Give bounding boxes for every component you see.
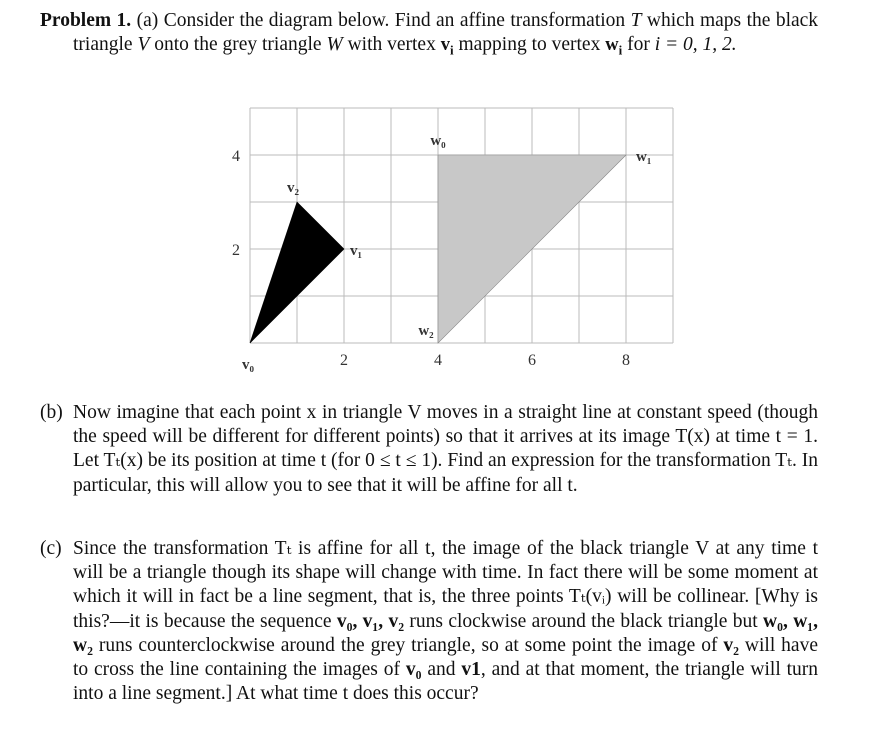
v0-ref: v₀ bbox=[405, 659, 422, 681]
grey-vertex-label: w₂ bbox=[418, 323, 434, 339]
part-c-text-1: Since the transformation Tₜ is affine for all t, the image of the black triangle V at any time t will be a triangle though its shape will change with time. In fact there will be some moment at which it will in fact be a line segment, that is, the three points Tₜ(vᵢ) will be collinear. [Why is this?—it is because the sequence bbox=[73, 538, 818, 632]
part-c-label: (c) bbox=[40, 538, 62, 559]
problem-part-a bbox=[40, 9, 818, 57]
part-b-label: (b) bbox=[40, 402, 63, 423]
part-b-text: Now imagine that each point x in triangle V moves in a straight line at constant speed (though the speed will be different for different points) so that it arrives at its image T(x) at time t = 1. Let Tₜ(x) be its position at time t (for 0 ≤ t ≤ 1). Find an expression for the transformation Tₜ. In particular, this will allow you to see that it will be affine for all t. bbox=[73, 402, 818, 496]
part-a-text-1: Consider the diagram below. Find an affine transformation bbox=[163, 10, 626, 31]
black-vertex-label: v₀ bbox=[242, 357, 254, 373]
part-c-text-5: and bbox=[421, 659, 462, 681]
grey-vertex-label: w₁ bbox=[636, 149, 652, 165]
v-sequence: v₀, v₁, v₂ bbox=[336, 610, 405, 632]
symbol-v-i: $v_i$ bbox=[440, 34, 454, 58]
y-tick-label: 2 bbox=[232, 242, 240, 259]
part-c-text-3: runs counterclockwise around the grey triangle, so at some point the image of bbox=[92, 634, 724, 656]
index-range: i = 0, 1, 2. bbox=[654, 34, 737, 56]
w-sequence: w₀, w₁, w₂ bbox=[73, 610, 818, 656]
part-c-text-2: runs clockwise around the black triangle but bbox=[404, 610, 764, 632]
triangle-diagram bbox=[218, 100, 652, 380]
part-a-text-3: onto the grey triangle bbox=[154, 34, 322, 56]
x-tick-label: 4 bbox=[434, 352, 442, 369]
problem-part-c bbox=[73, 537, 818, 706]
problem-heading: Problem 1. bbox=[40, 10, 132, 31]
v2-ref: v₂ bbox=[723, 634, 739, 656]
part-a-label: (a) bbox=[136, 10, 159, 31]
part-a-text-5: mapping to vertex bbox=[458, 34, 601, 56]
v1-ref: v1 bbox=[461, 659, 481, 681]
x-tick-label: 2 bbox=[340, 352, 348, 369]
x-tick-label: 6 bbox=[528, 352, 536, 369]
symbol-W: W bbox=[326, 34, 343, 56]
part-c-text-4: will have to cross the line containing the images of bbox=[73, 634, 818, 681]
part-a-text-6: for bbox=[627, 34, 650, 56]
part-a-text-4: with vertex bbox=[347, 34, 436, 56]
symbol-w-i: $w_i$ bbox=[605, 34, 623, 58]
x-tick-label: 8 bbox=[622, 352, 630, 369]
part-c-text-6: , and at that moment, the triangle will turn into a line segment.] At what time t does this occur? bbox=[73, 659, 819, 705]
y-tick-label: 4 bbox=[232, 148, 240, 165]
symbol-V: V bbox=[137, 34, 150, 56]
black-vertex-label: v₁ bbox=[350, 243, 362, 259]
black-vertex-label: v₂ bbox=[287, 180, 299, 196]
symbol-T: T bbox=[630, 10, 642, 31]
part-a-text-2: which maps the black triangle bbox=[73, 10, 819, 56]
grey-vertex-label: w₀ bbox=[430, 133, 446, 149]
